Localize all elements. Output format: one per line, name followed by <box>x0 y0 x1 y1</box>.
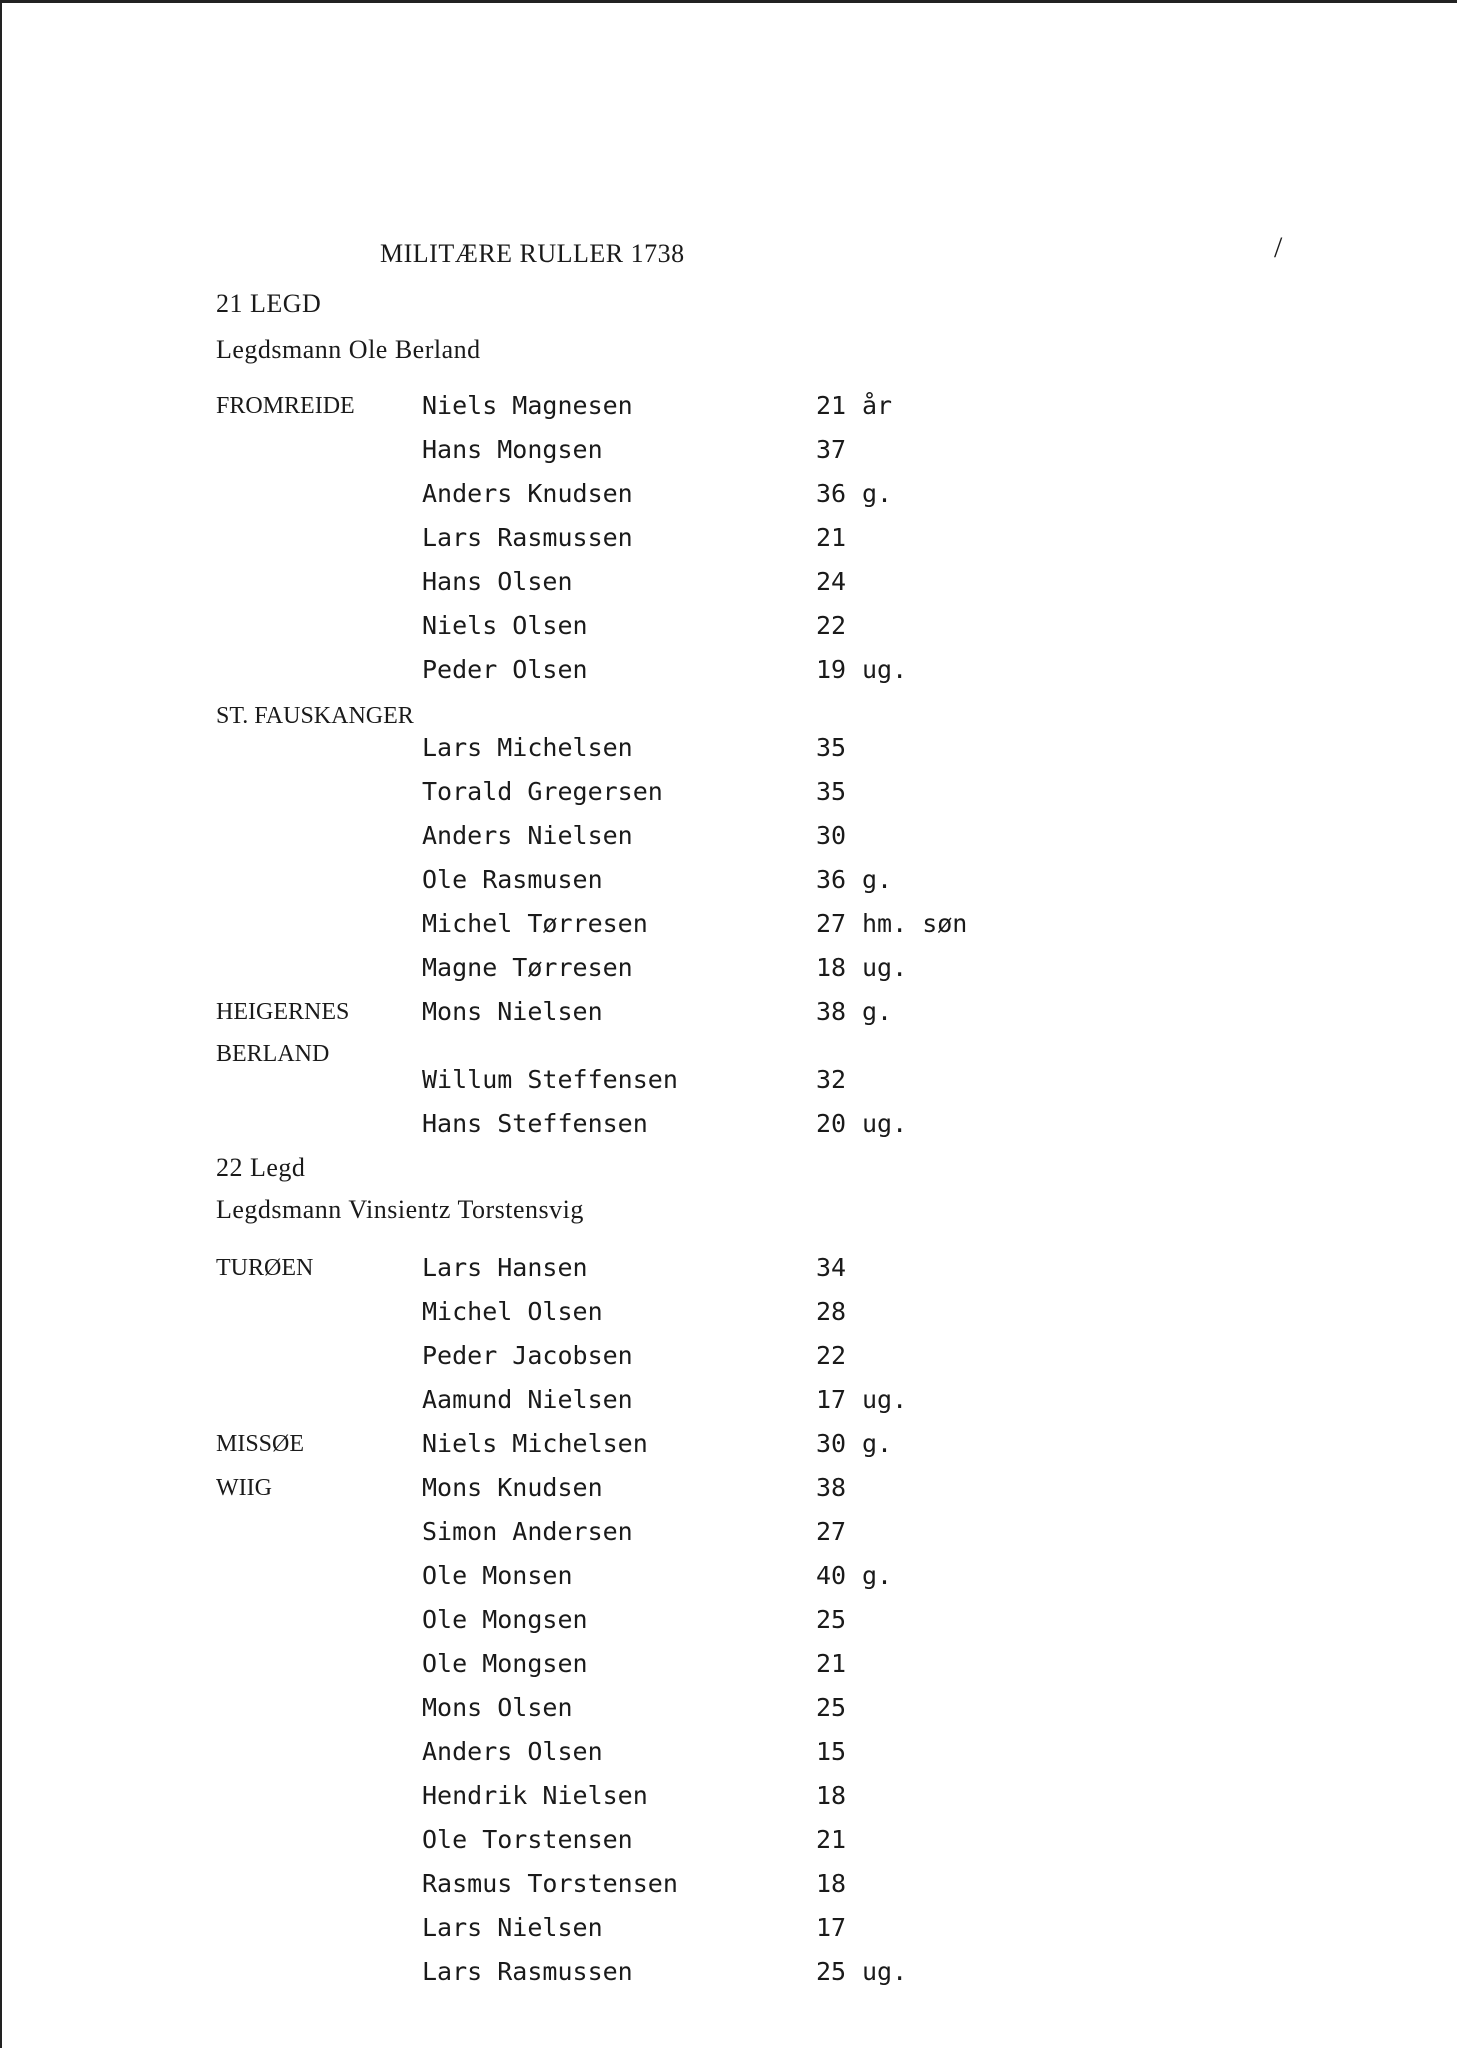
soldier-age: 37 <box>816 435 847 464</box>
soldier-name: Lars Rasmussen <box>422 1957 633 1986</box>
farm-name: BERLAND <box>216 1041 330 1067</box>
soldier-name: Peder Jacobsen <box>422 1341 633 1370</box>
soldier-name: Ole Torstensen <box>422 1825 633 1854</box>
soldier-name: Lars Michelsen <box>422 733 633 762</box>
soldier-note: ug. <box>862 953 908 982</box>
soldier-name: Magne Tørresen <box>422 953 633 982</box>
soldier-name: Anders Knudsen <box>422 479 633 508</box>
soldier-name: Ole Mongsen <box>422 1649 588 1678</box>
soldier-name: Rasmus Torstensen <box>422 1869 678 1898</box>
soldier-name: Mons Knudsen <box>422 1473 603 1502</box>
soldier-age: 30 <box>816 1429 847 1458</box>
soldier-age: 20 <box>816 1109 847 1138</box>
soldier-note: g. <box>862 997 893 1026</box>
soldier-age: 25 <box>816 1605 847 1634</box>
soldier-age: 18 <box>816 1869 847 1898</box>
soldier-age: 21 <box>816 523 847 552</box>
soldier-age: 27 <box>816 909 847 938</box>
soldier-name: Aamund Nielsen <box>422 1385 633 1414</box>
soldier-age: 32 <box>816 1065 847 1094</box>
soldier-note: g. <box>862 1429 893 1458</box>
soldier-name: Ole Monsen <box>422 1561 573 1590</box>
soldier-age: 17 <box>816 1385 847 1414</box>
soldier-note: g. <box>862 1561 893 1590</box>
soldier-age: 40 <box>816 1561 847 1590</box>
legd-heading: 21 LEGD <box>216 289 322 318</box>
soldier-name: Lars Rasmussen <box>422 523 633 552</box>
soldier-name: Willum Steffensen <box>422 1065 678 1094</box>
soldier-note: ug. <box>862 1957 908 1986</box>
soldier-age: 36 <box>816 865 847 894</box>
soldier-name: Simon Andersen <box>422 1517 633 1546</box>
soldier-name: Hans Steffensen <box>422 1109 648 1138</box>
soldier-name: Mons Olsen <box>422 1693 573 1722</box>
soldier-age: 24 <box>816 567 847 596</box>
farm-name: TURØEN <box>216 1255 314 1281</box>
soldier-note: ug. <box>862 655 908 684</box>
soldier-name: Niels Olsen <box>422 611 588 640</box>
soldier-age: 30 <box>816 821 847 850</box>
soldier-note: år <box>862 391 893 420</box>
soldier-name: Peder Olsen <box>422 655 588 684</box>
legd-heading: 22 Legd <box>216 1153 306 1182</box>
soldier-age: 15 <box>816 1737 847 1766</box>
soldier-name: Michel Tørresen <box>422 909 648 938</box>
soldier-age: 18 <box>816 1781 847 1810</box>
farm-name: MISSØE <box>216 1431 305 1457</box>
legdsmann-line: Legdsmann Vinsientz Torstensvig <box>216 1195 584 1224</box>
soldier-age: 17 <box>816 1913 847 1942</box>
soldier-age: 25 <box>816 1957 847 1986</box>
soldier-age: 19 <box>816 655 847 684</box>
soldier-age: 34 <box>816 1253 847 1282</box>
soldier-age: 38 <box>816 997 847 1026</box>
soldier-name: Torald Gregersen <box>422 777 663 806</box>
document-title: MILITÆRE RULLER 1738 <box>380 239 685 268</box>
soldier-age: 36 <box>816 479 847 508</box>
soldier-name: Ole Rasmusen <box>422 865 603 894</box>
corner-mark: / <box>1274 231 1283 264</box>
soldier-age: 25 <box>816 1693 847 1722</box>
soldier-note: g. <box>862 479 893 508</box>
farm-name: FROMREIDE <box>216 393 355 419</box>
legdsmann-line: Legdsmann Ole Berland <box>216 335 481 364</box>
soldier-name: Mons Nielsen <box>422 997 603 1026</box>
soldier-age: 22 <box>816 1341 847 1370</box>
soldier-name: Anders Olsen <box>422 1737 603 1766</box>
farm-name: HEIGERNES <box>216 999 350 1025</box>
soldier-name: Anders Nielsen <box>422 821 633 850</box>
soldier-age: 21 <box>816 391 847 420</box>
soldier-name: Niels Magnesen <box>422 391 633 420</box>
farm-name: ST. FAUSKANGER <box>216 703 414 729</box>
soldier-note: hm. søn <box>862 909 968 938</box>
farm-name: WIIG <box>216 1475 272 1501</box>
soldier-name: Michel Olsen <box>422 1297 603 1326</box>
soldier-note: g. <box>862 865 893 894</box>
soldier-age: 21 <box>816 1649 847 1678</box>
soldier-age: 38 <box>816 1473 847 1502</box>
soldier-name: Hendrik Nielsen <box>422 1781 648 1810</box>
soldier-age: 35 <box>816 777 847 806</box>
soldier-age: 28 <box>816 1297 847 1326</box>
soldier-age: 18 <box>816 953 847 982</box>
soldier-age: 22 <box>816 611 847 640</box>
soldier-name: Hans Olsen <box>422 567 573 596</box>
soldier-age: 27 <box>816 1517 847 1546</box>
soldier-age: 35 <box>816 733 847 762</box>
soldier-name: Hans Mongsen <box>422 435 603 464</box>
soldier-note: ug. <box>862 1109 908 1138</box>
soldier-note: ug. <box>862 1385 908 1414</box>
soldier-name: Lars Hansen <box>422 1253 588 1282</box>
soldier-age: 21 <box>816 1825 847 1854</box>
soldier-name: Ole Mongsen <box>422 1605 588 1634</box>
soldier-name: Niels Michelsen <box>422 1429 648 1458</box>
soldier-name: Lars Nielsen <box>422 1913 603 1942</box>
